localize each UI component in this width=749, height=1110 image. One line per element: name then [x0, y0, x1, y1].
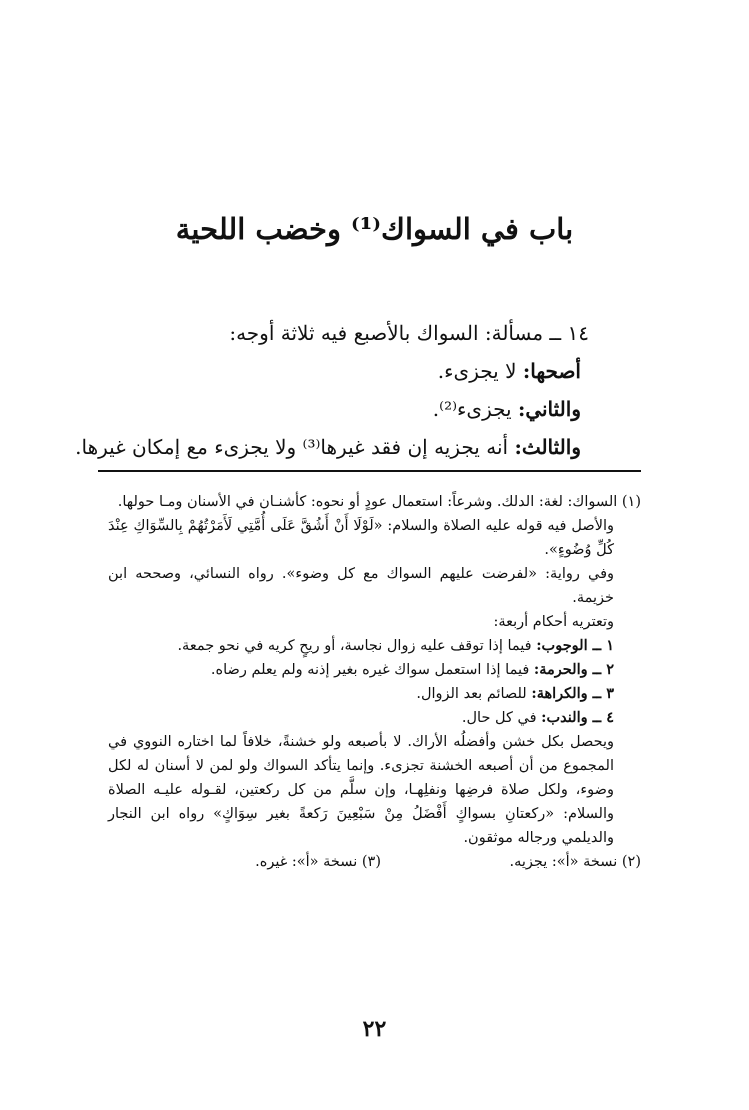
- footnote-2: (٢) نسخة «أ»: يجزيه.: [509, 854, 641, 870]
- ruling-4-label: ٤ ــ والندب:: [541, 709, 614, 726]
- view-3-text: أنه يجزيه إن فقد غيرها⁽³⁾ ولا يجزىء مع إمكان غيرها.: [75, 435, 515, 459]
- view-2-text: يجزىء⁽²⁾.: [432, 397, 518, 421]
- view-1: [148, 352, 581, 390]
- view-3: [75, 428, 581, 466]
- masala-line: ١٤ ــ مسألة: السواك بالأصبع فيه ثلاثة أوجه:: [229, 321, 589, 345]
- ruling-2-text: فيما إذا استعمل سواك غيره بغير إذنه ولم يعلم رضاه.: [210, 662, 534, 678]
- ruling-3-label: ٣ ــ والكراهة:: [531, 685, 614, 702]
- page-number: ٢٢: [362, 1016, 387, 1042]
- chapter-title: باب في السواك⁽¹⁾ وخضب اللحية: [175, 212, 574, 246]
- ruling-4: [108, 706, 641, 730]
- footnotes: [108, 490, 641, 874]
- footnotes-2-3-row: [108, 850, 641, 874]
- footnote-1-hadith: والأصل فيه قوله عليه الصلاة والسلام: «لَوْلَا أَنْ أَشُقَّ عَلَى أُمَّتِي لَأَمَرْتُهُمْ بِالسِّوَاكِ عِنْدَ كُلِّ وُضُوءٍ».: [108, 518, 614, 558]
- ruling-1-text: فيما إذا توقف عليه زوال نجاسة، أو ريحٍ كريه في نحو جمعة.: [177, 638, 537, 654]
- view-2-label: والثاني:: [517, 397, 581, 421]
- footnote-1-definition: (١) السواك: لغة: الدلك. وشرعاً: استعمال عودٍ أو نحوه: كأشنـان في الأسنان ومـا حولها.: [117, 494, 641, 510]
- footnote-1-narration: وفي رواية: «لفرضت عليهم السواك مع كل وضوء». رواه النسائي، وصححه ابن خزيمة.: [108, 566, 615, 606]
- view-2: [148, 390, 581, 428]
- main-text: [75, 314, 589, 466]
- ruling-1-label: ١ ــ الوجوب:: [536, 637, 614, 654]
- ruling-3-text: للصائم بعد الزوال.: [416, 686, 532, 702]
- ruling-2: [108, 658, 641, 682]
- footnote-1-siwak-note: ويحصل بكل خشن وأفضلُه الأراك. لا بأصبعه ولو خشنةً، خلافاً لما اختاره النووي في المجموع من أن أصبعه الخشنة تجزىء. وإنما يتأكد السواك ولو لمن لا أسنان له لكل وضوء، ولكل صلاة فرضِها ونفلِهـا، وإن سلَّم من كل ركعتين، لقـوله عليـه الصلاة والسلام: «ركعتانِ بسواكٍ أَفْضَلُ مِنْ سَبْعِينَ رَكعةً بغير سِوَاكٍ» رواه ابن النجار والديلمي ورجاله موثقون.: [108, 734, 614, 846]
- ruling-1: [108, 634, 641, 658]
- view-1-label: أصحها:: [522, 359, 581, 383]
- ruling-4-text: في كل حال.: [461, 710, 542, 726]
- footnote-3: (٣) نسخة «أ»: غيره.: [255, 854, 381, 870]
- ruling-2-label: ٢ ــ والحرمة:: [533, 661, 614, 678]
- view-3-label: والثالث:: [514, 435, 581, 459]
- ruling-3: [108, 682, 641, 706]
- view-1-text: لا يجزىء.: [437, 359, 523, 383]
- footnote-1-rulings-intro: وتعتريه أحكام أربعة:: [493, 614, 614, 630]
- footnote-divider: [98, 470, 641, 472]
